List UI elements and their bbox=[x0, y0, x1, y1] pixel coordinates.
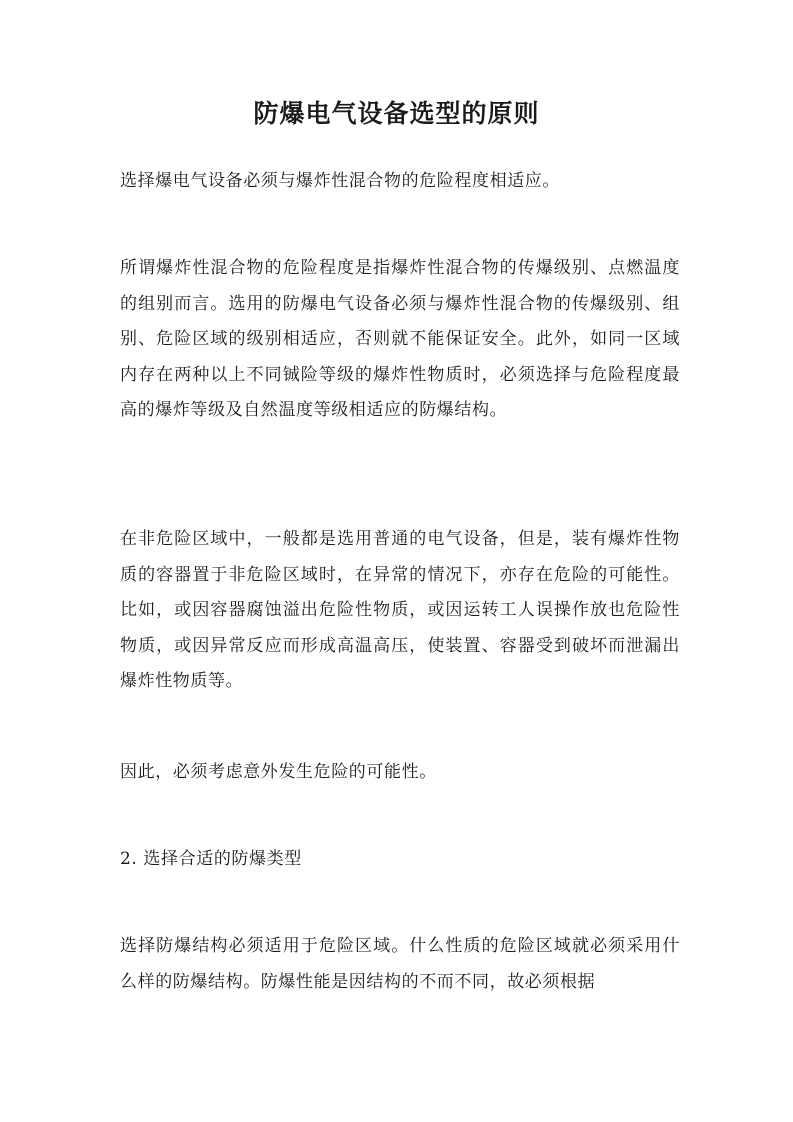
paragraph: 所谓爆炸性混合物的危险程度是指爆炸性混合物的传爆级别、点燃温度的组别而言。选用的防爆电气设备必须与爆炸性混合物的传爆级别、组别、危险区域的级别相适应，否则就不能保证安全。此外，如同一区域内存在两种以上不同铖险等级的爆炸性物质时，必须选择与危险程度最高的爆炸等级及自然温度等级相适应的防爆结构。 bbox=[120, 258, 680, 420]
section-heading: 2. 选择合适的防爆类型 bbox=[120, 849, 302, 869]
document-title: 防爆电气设备选型的原则 bbox=[253, 99, 540, 128]
paragraph: 在非危险区域中，一般都是选用普通的电气设备，但是，装有爆炸性物质的容器置于非危险区域时，在异常的情况下，亦存在危险的可能性。比如，或因容器腐蚀溢出危险性物质，或因运转工人误操作放也危险性物质，或因异常反应而形成高温高压，使装置、容器受到破坏而泄漏出爆炸性物质等。 bbox=[120, 529, 680, 691]
paragraph: 因此，必须考虑意外发生危险的可能性。 bbox=[120, 762, 437, 782]
paragraph: 选择防爆结构必须适用于危险区域。什么性质的危险区域就必须采用什么样的防爆结构。防爆性能是因结构的不而不同，故必须根据 bbox=[120, 936, 680, 992]
paragraph: 选择爆电气设备必须与爆炸性混合物的危险程度相适应。 bbox=[120, 171, 560, 191]
